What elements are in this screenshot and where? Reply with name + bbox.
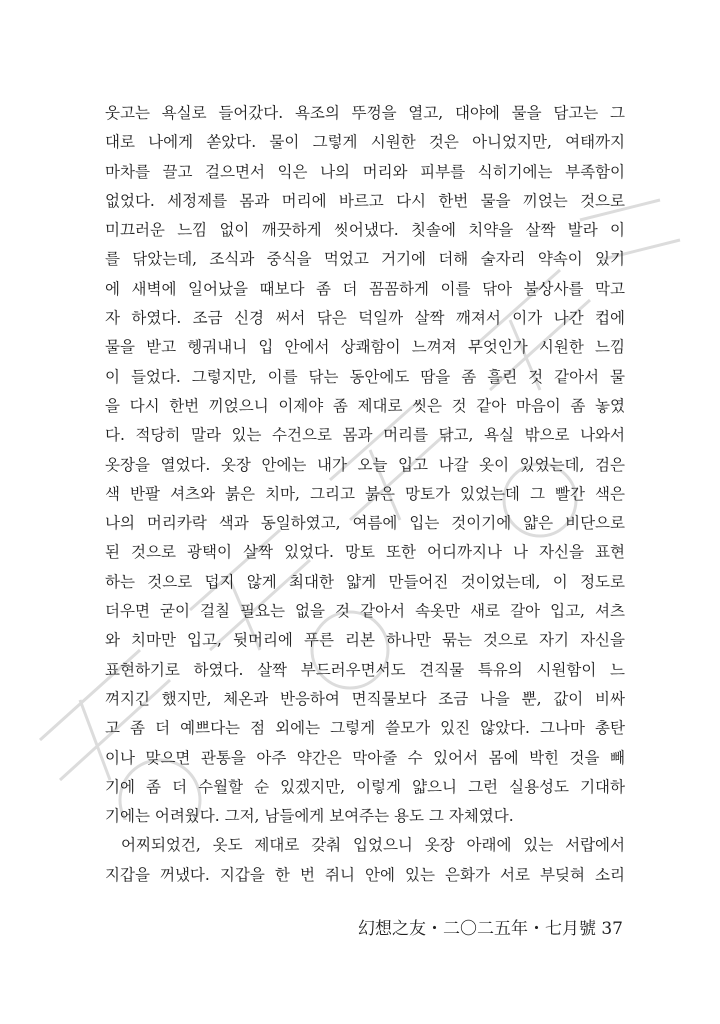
text-line: 물을 받고 헹궈내니 입 안에서 상쾌함이 느껴져 무엇인가 시원한 느낌 <box>105 338 625 357</box>
text-line: 기에 좀 더 수월할 순 있겠지만, 이렇게 얇으니 그런 실용성도 기대하 <box>105 777 625 796</box>
text-line: 자 하였다. 조금 신경 써서 닦은 덕일까 살짝 깨져서 이가 나간 컵에 <box>105 309 625 328</box>
body-text <box>105 99 625 890</box>
text-line: 더우면 굳이 걸칠 필요는 없을 것 같아서 속옷만 새로 갈아 입고, 셔츠 <box>105 602 625 621</box>
text-line: 없었다. 세정제를 몸과 머리에 바르고 다시 한번 물을 끼얹는 것으로 <box>105 191 625 210</box>
text-line: 나의 머리카락 색과 동일하였고, 여름에 입는 것이기에 얇은 비단으로 <box>105 514 625 533</box>
text-line: 이 들었다. 그렇지만, 이를 닦는 동안에도 땀을 좀 흘린 것 같아서 물 <box>105 367 625 386</box>
text-line: 하는 것으로 덥지 않게 최대한 얇게 만들어진 것이었는데, 이 정도로 <box>105 572 625 591</box>
text-line: 이나 맞으면 관통을 아주 약간은 막아줄 수 있어서 몸에 박힌 것을 빼 <box>105 748 625 767</box>
text-line: 된 것으로 광택이 살짝 있었다. 망토 또한 어디까지나 나 자신을 표현 <box>105 543 625 562</box>
text-line: 지갑을 꺼냈다. 지갑을 한 번 쥐니 안에 있는 은화가 서로 부딪혀 소리 <box>105 865 625 884</box>
text-line: 옷장을 열었다. 옷장 안에는 내가 오늘 입고 나갈 옷이 있었는데, 검은 <box>105 455 625 474</box>
text-line: 기에는 어려웠다. 그저, 남들에게 보여주는 용도 그 자체였다. <box>105 807 514 826</box>
running-footer: 幻想之友・二〇二五年・七月號 37 <box>357 919 623 939</box>
text-line: 에 새벽에 일어났을 때보다 좀 더 꼼꼼하게 이를 닦아 불상사를 막고 <box>105 279 625 298</box>
text-line: 와 치마만 입고, 뒷머리에 푸른 리본 하나만 묶는 것으로 자기 자신을 <box>105 631 625 650</box>
text-line: 다. 적당히 말라 있는 수건으로 몸과 머리를 닦고, 욕실 밖으로 나와서 <box>105 426 625 445</box>
text-line: 미끄러운 느낌 없이 깨끗하게 씻어냈다. 칫솔에 치약을 살짝 발라 이 <box>105 221 625 240</box>
text-line: 어찌되었건, 옷도 제대로 갖춰 입었으니 옷장 아래에 있는 서랍에서 <box>121 836 625 855</box>
paragraph <box>105 99 625 831</box>
text-line: 를 닦았는데, 조식과 중식을 먹었고 거기에 더해 술자리 약속이 있기 <box>105 250 625 269</box>
text-line: 마차를 끌고 걸으면서 익은 나의 머리와 피부를 식히기에는 부족함이 <box>105 162 625 181</box>
text-line: 껴지긴 했지만, 체온과 반응하여 면직물보다 조금 나을 뿐, 값이 비싸 <box>105 689 625 708</box>
text-line: 대로 나에게 쏟았다. 물이 그렇게 시원한 것은 아니었지만, 여태까지 <box>105 133 625 152</box>
text-line: 표현하기로 하였다. 살짝 부드러우면서도 견직물 특유의 시원함이 느 <box>105 660 625 679</box>
text-line: 웃고는 욕실로 들어갔다. 욕조의 뚜껑을 열고, 대야에 물을 담고는 그 <box>105 104 625 122</box>
paragraph <box>105 831 625 890</box>
text-line: 을 다시 한번 끼얹으니 이제야 좀 제대로 씻은 것 같아 마음이 좀 놓였 <box>105 396 625 415</box>
text-line: 고 좀 더 예쁘다는 점 외에는 그렇게 쓸모가 있진 않았다. 그나마 총탄 <box>105 719 625 738</box>
text-line: 색 반팔 셔츠와 붉은 치마, 그리고 붉은 망토가 있었는데 그 빨간 색은 <box>105 484 625 503</box>
